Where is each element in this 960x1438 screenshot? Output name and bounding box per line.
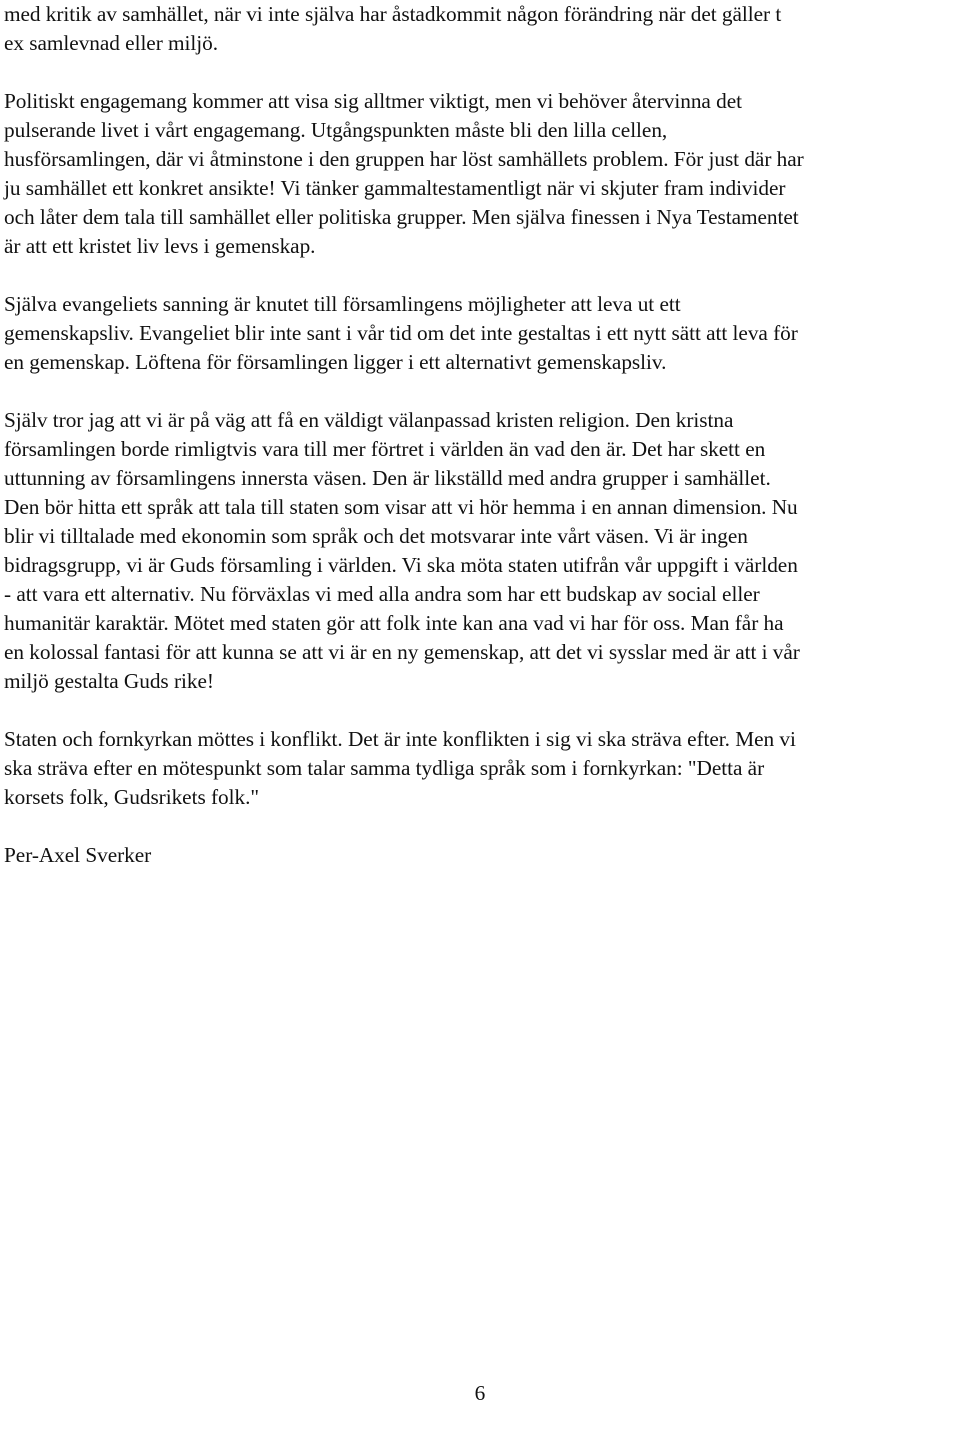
paragraph — [4, 406, 960, 696]
text-line: husförsamlingen, där vi åtminstone i den gruppen har löst samhällets problem. För just där har — [4, 147, 804, 171]
text-line: bidragsgrupp, vi är Guds församling i världen. Vi ska möta staten utifrån vår uppgift i världen — [4, 553, 798, 577]
text-line: en gemenskap. Löftena för församlingen ligger i ett alternativt gemenskapsliv. — [4, 350, 667, 374]
text-line: ju samhället ett konkret ansikte! Vi tänker gammaltestamentligt när vi skjuter fram individer — [4, 176, 786, 200]
author-name: Per-Axel Sverker — [4, 843, 152, 867]
text-line: gemenskapsliv. Evangeliet blir inte sant i vår tid om det inte gestaltas i ett nytt sätt att leva för — [4, 321, 798, 345]
paragraph-gap — [4, 696, 960, 725]
paragraph — [4, 0, 960, 58]
paragraph — [4, 87, 960, 261]
text-line: blir vi tilltalade med ekonomin som språk och det motsvarar inte vårt väsen. Vi är ingen — [4, 524, 748, 548]
paragraph-gap — [4, 58, 960, 87]
text-line: är att ett kristet liv levs i gemenskap. — [4, 234, 316, 258]
text-line: och låter dem tala till samhället eller politiska grupper. Men själva finessen i Nya Testamentet — [4, 205, 799, 229]
document-body — [4, 0, 960, 870]
text-line: pulserande livet i vårt engagemang. Utgångspunkten måste bli den lilla cellen, — [4, 118, 668, 142]
text-line: med kritik av samhället, när vi inte själva har åstadkommit någon förändring när det gäller t — [4, 2, 782, 26]
text-line: Den bör hitta ett språk att tala till staten som visar att vi hör hemma i en annan dimension. Nu — [4, 495, 798, 519]
text-line: miljö gestalta Guds rike! — [4, 669, 214, 693]
text-line: - att vara ett alternativ. Nu förväxlas vi med alla andra som har ett budskap av social eller — [4, 582, 760, 606]
paragraph-gap — [4, 261, 960, 290]
paragraph — [4, 290, 960, 377]
author-signature — [4, 841, 960, 870]
text-line: Själv tror jag att vi är på väg att få en väldigt välanpassad kristen religion. Den kristna — [4, 408, 734, 432]
text-line: uttunning av församlingens innersta väsen. Den är likställd med andra grupper i samhället. — [4, 466, 771, 490]
text-line: humanitär karaktär. Mötet med staten gör att folk inte kan ana vad vi har för oss. Man får ha — [4, 611, 784, 635]
text-line: Själva evangeliets sanning är knutet till församlingens möjligheter att leva ut ett — [4, 292, 681, 316]
text-line: församlingen borde rimligtvis vara till mer förtret i världen än vad den är. Det har skett en — [4, 437, 766, 461]
paragraph — [4, 725, 960, 812]
text-line: Politiskt engagemang kommer att visa sig alltmer viktigt, men vi behöver återvinna det — [4, 89, 742, 113]
text-line: Staten och fornkyrkan möttes i konflikt. Det är inte konflikten i sig vi ska sträva efter. Men vi — [4, 727, 796, 751]
paragraph-gap — [4, 377, 960, 406]
text-line: korsets folk, Gudsrikets folk." — [4, 785, 259, 809]
page-number: 6 — [474, 1381, 486, 1405]
text-line: en kolossal fantasi för att kunna se att vi är en ny gemenskap, att det vi sysslar med är att i vår — [4, 640, 800, 664]
text-line: ska sträva efter en mötespunkt som talar samma tydliga språk som i fornkyrkan: "Detta är — [4, 756, 765, 780]
text-line: ex samlevnad eller miljö. — [4, 31, 219, 55]
paragraph-gap — [4, 812, 960, 841]
